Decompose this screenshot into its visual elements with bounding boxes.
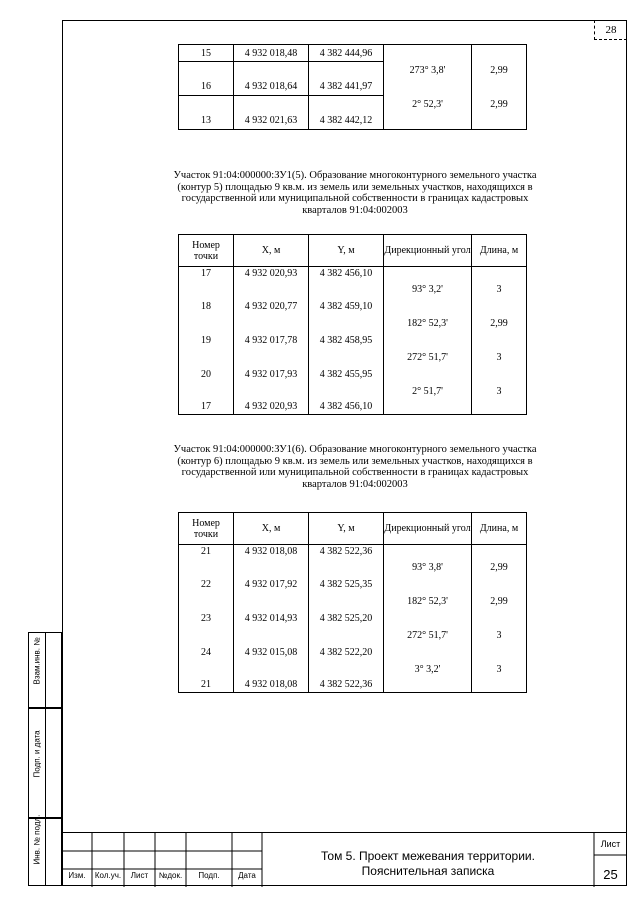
table-cell: 4 382 444,96 (309, 45, 384, 62)
table-cell: 13 (179, 113, 234, 130)
column-header: Дирекционный угол (384, 235, 472, 267)
tb-col-ndok: №док. (158, 871, 183, 880)
column-header: Y, м (309, 513, 384, 545)
column-header: Номер точки (179, 235, 234, 267)
side-label-sign-date: Подп. и дата (32, 730, 42, 778)
angle-cell: 2° 52,3' (384, 96, 472, 113)
table-cell: 4 932 018,08 (234, 545, 309, 559)
table-cell: 4 382 442,12 (309, 113, 384, 130)
angle-cell: 272° 51,7' (384, 627, 472, 644)
coord-table-top (178, 44, 527, 130)
table-cell: 4 932 020,77 (234, 298, 309, 315)
table-cell: 21 (179, 545, 234, 559)
table-cell: 4 932 017,93 (234, 366, 309, 383)
tb-col-podp: Подп. (198, 871, 220, 880)
angle-cell: 182° 52,3' (384, 593, 472, 610)
table-cell: 4 382 455,95 (309, 366, 384, 383)
table-cell: 4 932 015,08 (234, 644, 309, 661)
length-cell: 2,99 (472, 62, 527, 79)
table-cell: 21 (179, 678, 234, 693)
coord-table-section6 (178, 512, 527, 693)
section6-caption: Участок 91:04:000000:ЗУ1(6). Образование многоконтурного земельного участка (контур 6) площадью 9 кв.м. из земель или земельных участков, находящихся в государственной или муниципальной собственности в границах кадастровых кварталов 91:04:002003 (173, 444, 537, 490)
angle-cell: 182° 52,3' (384, 315, 472, 332)
angle-cell: 3° 3,2' (384, 661, 472, 678)
column-header: Номер точки (179, 513, 234, 545)
section5-caption: Участок 91:04:000000:ЗУ1(5). Образование многоконтурного земельного участка (контур 5) площадью 9 кв.м. из земель или земельных участков, находящихся в государственной или муниципальной собственности в границах кадастровых кварталов 91:04:002003 (173, 170, 537, 216)
length-cell: 3 (472, 383, 527, 400)
table-cell: 18 (179, 298, 234, 315)
table-cell: 16 (179, 79, 234, 96)
angle-cell: 2° 51,7' (384, 383, 472, 400)
angle-cell: 93° 3,2' (384, 281, 472, 298)
table-cell: 4 932 014,93 (234, 610, 309, 627)
table-cell: 4 382 525,20 (309, 610, 384, 627)
title-block (62, 832, 627, 886)
angle-cell: 93° 3,8' (384, 559, 472, 576)
tb-col-list: Лист (130, 871, 149, 880)
tb-col-kol: Кол.уч. (94, 871, 122, 880)
length-cell: 2,99 (472, 559, 527, 576)
column-header: X, м (234, 513, 309, 545)
table-cell: 23 (179, 610, 234, 627)
sheet-number: 25 (603, 867, 618, 882)
table-cell: 20 (179, 366, 234, 383)
length-cell: 3 (472, 661, 527, 678)
column-header: X, м (234, 235, 309, 267)
table-cell: 4 932 017,92 (234, 576, 309, 593)
table-cell: 4 382 522,36 (309, 678, 384, 693)
column-header: Длина, м (472, 235, 527, 267)
angle-cell: 273° 3,8' (384, 62, 472, 79)
side-label-orig-inv: Инв. № подл. (32, 814, 42, 865)
table-cell: 4 382 441,97 (309, 79, 384, 96)
table-cell: 17 (179, 400, 234, 415)
table-cell: 4 382 459,10 (309, 298, 384, 315)
length-cell: 3 (472, 627, 527, 644)
table-cell: 4 932 018,08 (234, 678, 309, 693)
table-cell: 4 932 020,93 (234, 267, 309, 281)
length-cell: 2,99 (472, 96, 527, 113)
table-cell: 4 932 018,48 (234, 45, 309, 62)
length-cell: 2,99 (472, 593, 527, 610)
table-cell: 4 932 021,63 (234, 113, 309, 130)
table-cell: 4 382 522,36 (309, 545, 384, 559)
column-header: Y, м (309, 235, 384, 267)
sheet-label: Лист (600, 839, 621, 849)
length-cell: 3 (472, 349, 527, 366)
table-cell: 4 382 522,20 (309, 644, 384, 661)
side-divider (45, 632, 46, 886)
corner-page-number: 28 (594, 20, 627, 40)
table-cell: 4 382 525,35 (309, 576, 384, 593)
table-cell: 17 (179, 267, 234, 281)
column-header: Длина, м (472, 513, 527, 545)
length-cell: 2,99 (472, 315, 527, 332)
table-cell: 19 (179, 332, 234, 349)
table-cell: 15 (179, 45, 234, 62)
table-cell: 4 382 456,10 (309, 267, 384, 281)
table-cell: 4 932 020,93 (234, 400, 309, 415)
tb-col-data: Дата (238, 871, 256, 880)
document-title-line1: Том 5. Проект межевания территории. (321, 849, 535, 863)
length-cell: 3 (472, 281, 527, 298)
table-cell: 4 382 456,10 (309, 400, 384, 415)
angle-cell: 272° 51,7' (384, 349, 472, 366)
table-cell: 4 932 018,64 (234, 79, 309, 96)
side-label-replace-inv: Взам.инв. № (32, 637, 42, 685)
coord-table-section5 (178, 234, 527, 415)
table-cell: 22 (179, 576, 234, 593)
table-cell: 4 932 017,78 (234, 332, 309, 349)
tb-col-izm: Изм. (68, 871, 86, 880)
table-cell: 24 (179, 644, 234, 661)
column-header: Дирекционный угол (384, 513, 472, 545)
document-title-line2: Пояснительная записка (361, 864, 495, 878)
table-cell: 4 382 458,95 (309, 332, 384, 349)
